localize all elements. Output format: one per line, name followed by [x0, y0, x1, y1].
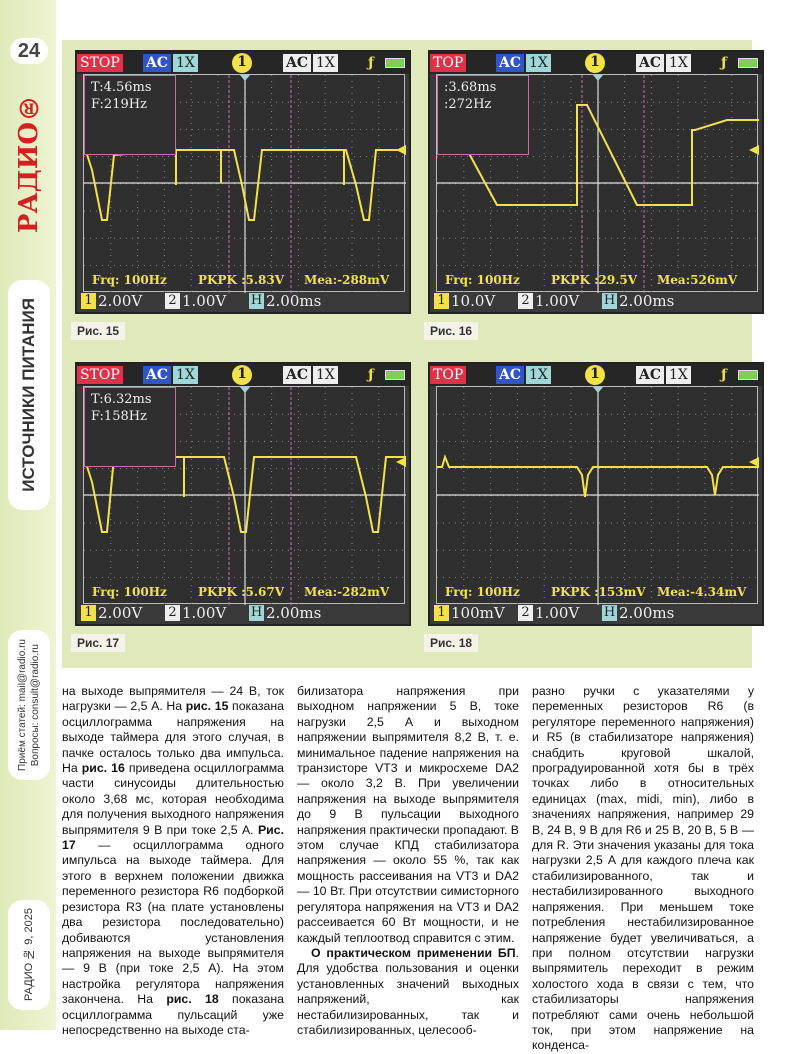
trigger-position-marker: [593, 387, 603, 393]
trigger-channel-badge: 1: [585, 365, 605, 385]
ch2-coupling: AC: [636, 54, 664, 72]
trigger-channel-badge: 1: [232, 53, 252, 73]
trigger-channel-badge: 1: [232, 365, 252, 385]
ch1-scale: 2.00V: [98, 604, 143, 622]
timebase-label: H: [603, 293, 616, 308]
article-column-1: [62, 684, 284, 1038]
ch2-coupling: AC: [283, 366, 311, 384]
ch1-probe: 1X: [173, 54, 198, 72]
battery-icon: [385, 58, 405, 68]
run-status: STOP: [77, 54, 123, 72]
battery-icon: [385, 370, 405, 380]
run-status: TOP: [430, 54, 466, 72]
scope-display: [83, 386, 405, 604]
ch1-label: 1: [81, 605, 96, 621]
ch1-label: 1: [434, 605, 449, 621]
trigger-level-marker: [749, 145, 759, 155]
scope-bottom-bar: [77, 290, 409, 312]
figure-caption: Рис. 17: [71, 634, 125, 652]
paragraph: [62, 684, 284, 1038]
run-status: STOP: [77, 366, 123, 384]
ch1-probe: 1X: [526, 54, 551, 72]
trigger-edge-icon: ƒ: [368, 55, 375, 71]
ch2-probe: 1X: [666, 54, 691, 72]
mean-readout: Mea:-4.34mV: [657, 585, 747, 599]
paragraph: . Для удобства пользования и оценки установленных значений выходных напряжений, как нестабилизированных, так и стабилизированных, целесооб-: [297, 945, 519, 1037]
figure-reference: Рис. 17: [62, 822, 284, 853]
trigger-level-marker: [396, 457, 406, 467]
ch1-coupling: AC: [143, 366, 171, 384]
figure-caption: Рис. 15: [71, 322, 125, 340]
ch2-coupling: AC: [283, 54, 311, 72]
trigger-position-marker: [240, 75, 250, 81]
ch1-label: 1: [81, 293, 96, 309]
ch1-probe: 1X: [173, 366, 198, 384]
ch1-scale: 2.00V: [98, 292, 143, 310]
oscilloscope-screen: [428, 50, 764, 314]
frequency-readout: F:158Hz: [91, 409, 147, 424]
ch2-coupling: AC: [636, 366, 664, 384]
text-run: показана осциллограмма пульсаций уже непосредственно на выходе ста-: [62, 992, 285, 1037]
period-readout: :3.68ms: [444, 80, 497, 95]
scope-top-bar: [430, 52, 762, 74]
battery-icon: [738, 370, 758, 380]
text-run: приведена осциллограмма части синусоиды длительностью около 3,68 мс, которая необходима для получения выходного напряжения выпрямителя 9 В при токе 2,5 А.: [62, 761, 284, 837]
ch2-label: 2: [165, 293, 180, 309]
period-readout: T:6.32ms: [91, 392, 152, 407]
figure-caption: Рис. 16: [424, 322, 478, 340]
ch2-scale: 1.00V: [182, 292, 227, 310]
text-run: на выходе выпрямителя — 24 В, ток нагрузки — 2,5 А. На: [62, 684, 284, 714]
text-run: показана осциллограмма напряжения на выходе таймера для этого случая, в пачке осталось только два импульса. На: [62, 699, 284, 776]
scope-top-bar: [77, 364, 409, 386]
scope-top-bar: [77, 52, 409, 74]
period-readout: T:4.56ms: [91, 80, 152, 95]
timebase-label: H: [250, 605, 263, 620]
ch2-scale: 1.00V: [182, 604, 227, 622]
subheading: О практическом применении БП: [311, 945, 516, 960]
figure-reference: рис. 18: [166, 992, 219, 1007]
frequency-readout: :272Hz: [444, 97, 492, 112]
ch2-probe: 1X: [313, 366, 338, 384]
pkpk-readout: PKPK :5.67V: [198, 585, 285, 599]
battery-icon: [738, 58, 758, 68]
frq-readout: Frq: 100Hz: [92, 585, 167, 599]
frq-readout: Frq: 100Hz: [92, 273, 167, 287]
contacts: [8, 630, 50, 780]
frequency-readout: F:219Hz: [91, 97, 147, 112]
frq-readout: Frq: 100Hz: [445, 585, 520, 599]
figure-caption: Рис. 18: [424, 634, 478, 652]
radio-logo: РАДИО®: [14, 92, 44, 234]
trigger-edge-icon: ƒ: [721, 55, 728, 71]
scope-bottom-bar: [430, 290, 762, 312]
scope-display: [436, 74, 758, 292]
paragraph: билизатора напряжения при выходном напряжении 5 В, токе нагрузки 2,5 А и выходном напряжении выпрямителя 8,2 В, т. е. минимальное падение напряжения на транзисторе VT3 и микросхеме DA2 — около 3,2 В. При увеличении напряжения на выходе выпрямителя до 9 В пульсации выходного напряжения практически пропадают. В этом случае КПД стабилизатора напряжения — около 55 %, так как мощность рассеивания на VT3 и DA2 — 10 Вт. При отсутствии симисторного регулятора напряжения на VT3 и DA2 рассеивается 60 Вт мощности, и не каждый теплоотвод справится с этим.: [297, 684, 519, 945]
figure-reference: рис. 16: [81, 761, 125, 776]
ch2-probe: 1X: [666, 366, 691, 384]
timebase-scale: 2.00ms: [619, 604, 675, 622]
issue-label: РАДИО № 9, 2025: [8, 900, 50, 1010]
ch1-scale: 100mV: [451, 604, 505, 622]
ch2-label: 2: [165, 605, 180, 621]
ch1-coupling: AC: [143, 54, 171, 72]
timebase-scale: 2.00ms: [266, 292, 322, 310]
figures-panel: [62, 40, 752, 668]
ch1-label: 1: [434, 293, 449, 309]
timebase-label: H: [250, 293, 263, 308]
paragraph: разно ручки с указателями у переменных резисторов R6 (в регуляторе переменного напряжения) и R5 (в стабилизаторе напряжения) снабдить круговой шкалой, проградуированной хотя бы в трёх точках либо в относительных единицах (max, midi, min), либо в значениях напряжения, например 29 В, 24 В, 9 В для R6 и 25 В, 20 В, 5 В — для R. Эти значения указаны для тока нагрузки 2,5 А для каждого плеча как стабилизированного, так и нестабилизированного выходного напряжения. При меньшем токе потребления нестабилизированное напряжение будет увеличиваться, а при полном отсутствии нагрузки выпрямитель переходит в режим холостого хода в связи с тем, что стабилизаторы напряжения потребляют сами очень небольшой ток, при этом напряжение на конденса-: [532, 684, 754, 1053]
scope-grid: [437, 387, 759, 605]
trigger-edge-icon: ƒ: [368, 367, 375, 383]
timebase-scale: 2.00ms: [266, 604, 322, 622]
frq-readout: Frq: 100Hz: [445, 273, 520, 287]
scope-display: [83, 74, 405, 292]
trigger-channel-badge: 1: [585, 53, 605, 73]
mean-readout: Mea:-282mV: [304, 585, 390, 599]
scope-bottom-bar: [77, 602, 409, 624]
run-status: TOP: [430, 366, 466, 384]
trigger-position-marker: [240, 387, 250, 393]
pkpk-readout: PKPK :153mV: [551, 585, 646, 599]
page-number: 24: [10, 38, 48, 64]
ch1-coupling: AC: [496, 54, 524, 72]
trigger-level-marker: [396, 145, 406, 155]
measurement-box: [84, 75, 176, 155]
section-title: ИСТОЧНИКИ ПИТАНИЯ: [8, 280, 50, 510]
trigger-edge-icon: ƒ: [721, 367, 728, 383]
ch2-scale: 1.00V: [535, 604, 580, 622]
ch2-probe: 1X: [313, 54, 338, 72]
oscilloscope-screen: [75, 362, 411, 626]
scope-top-bar: [430, 364, 762, 386]
oscilloscope-screen: [428, 362, 764, 626]
mean-readout: Mea:526mV: [657, 273, 738, 287]
ch1-coupling: AC: [496, 366, 524, 384]
pkpk-readout: PKPK :5.83V: [198, 273, 285, 287]
article-column-2: [297, 684, 519, 1038]
article-column-3: [532, 684, 754, 1054]
sidebar: [0, 0, 56, 1030]
text-run: — осциллограмма одного импульса на выходе таймера. Для этого в верхнем положении движка переменного резистора R6 подборкой резистора R3 (на плате установлены два резистора последовательно) добиваются установления напряжения на выходе выпрямителя — 9 В (при токе 2,5 А). На этом настройка регулятора напряжения закончена. На: [62, 838, 284, 1007]
ch2-label: 2: [518, 293, 533, 309]
trigger-position-marker: [593, 75, 603, 81]
mean-readout: Mea:-288mV: [304, 273, 390, 287]
measurement-box: [437, 75, 529, 155]
contact-submissions: Приём статей: mail@radio.ru: [17, 639, 28, 771]
scope-display: [436, 386, 758, 604]
ch1-scale: 10.0V: [451, 292, 496, 310]
oscilloscope-screen: [75, 50, 411, 314]
ch2-label: 2: [518, 605, 533, 621]
trigger-level-marker: [749, 457, 759, 467]
contact-questions: Вопросы: consult@radio.ru: [30, 643, 41, 767]
timebase-label: H: [603, 605, 616, 620]
ch1-probe: 1X: [526, 366, 551, 384]
measurement-box: [84, 387, 176, 467]
scope-bottom-bar: [430, 602, 762, 624]
ch2-scale: 1.00V: [535, 292, 580, 310]
timebase-scale: 2.00ms: [619, 292, 675, 310]
figure-reference: рис. 15: [185, 699, 229, 714]
pkpk-readout: PKPK :29.5V: [551, 273, 638, 287]
